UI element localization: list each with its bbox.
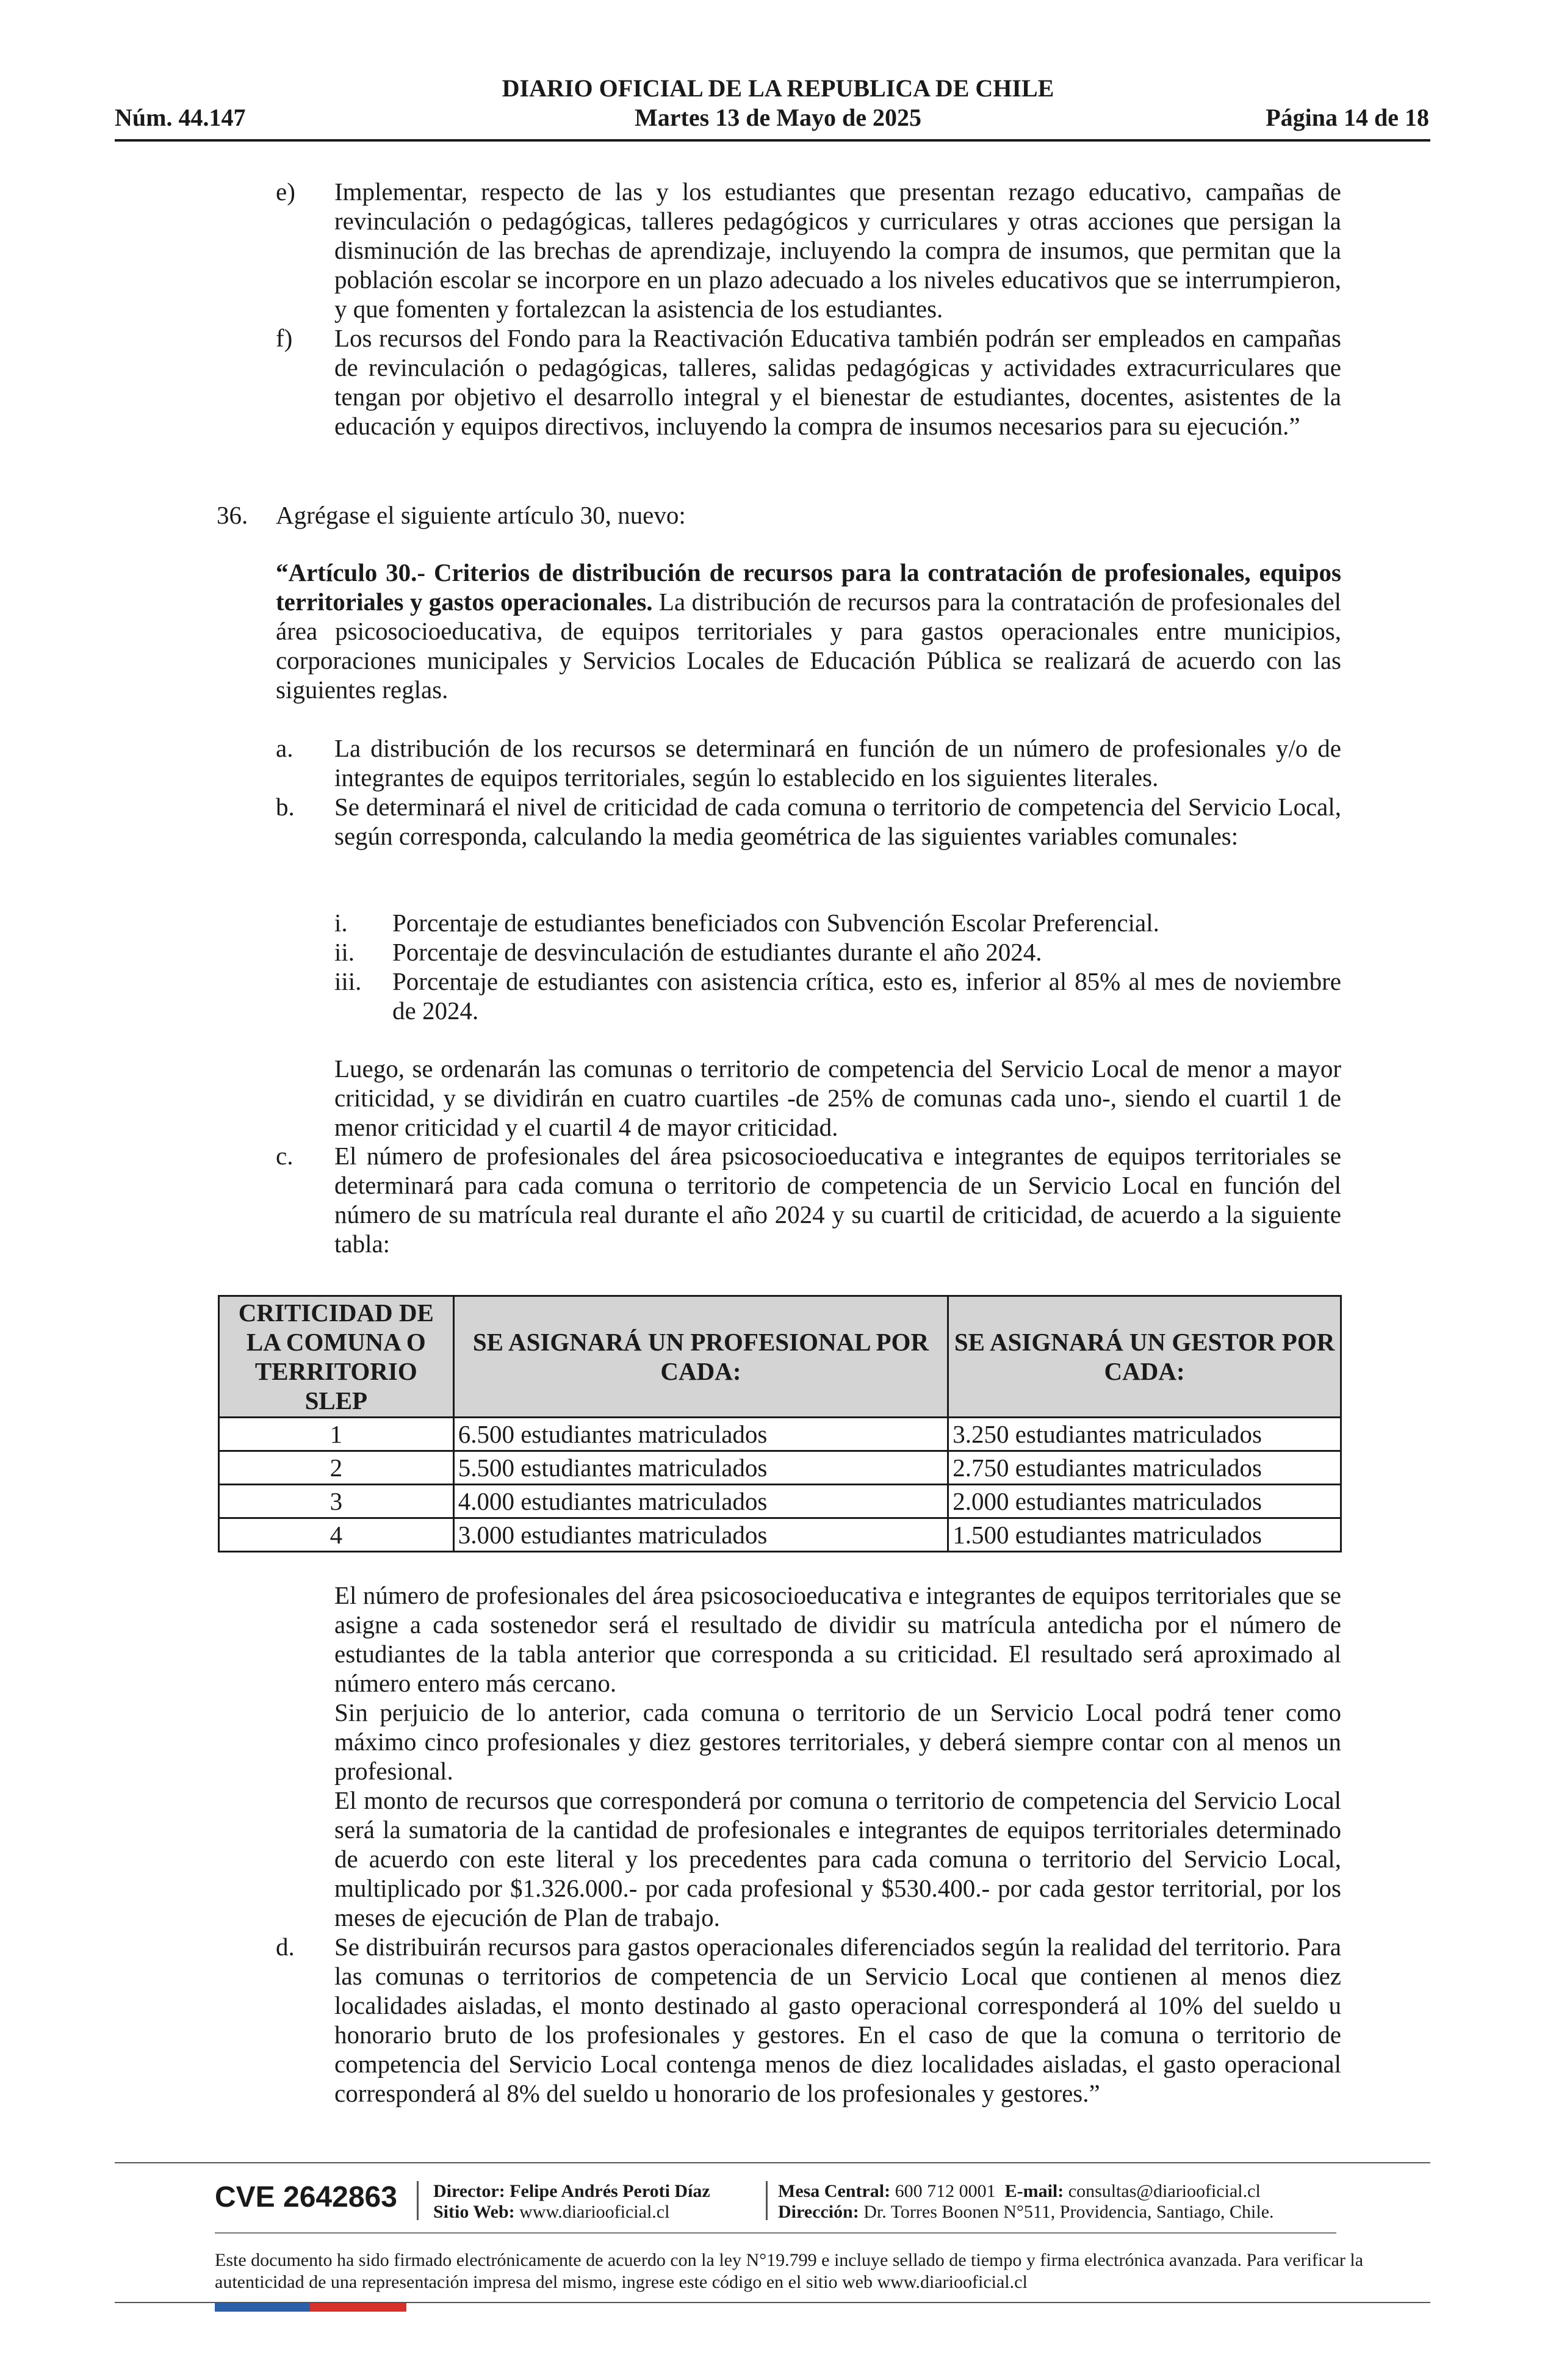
address-value: Dr. Torres Boonen N°511, Providencia, Santiago, Chile. — [863, 2202, 1274, 2222]
footer-separator — [417, 2181, 419, 2220]
item-e-text: Implementar, respecto de las y los estudiantes que presentan rezago educativo, campañas de revinculación o pedagógicas, talleres pedagógicos y curriculares y otras acciones que persigan la disminución de las brechas de aprendizaje, incluyendo la compra de insumos, que permitan que la población escolar se incorpore en un plazo adecuado a los niveles educativos que se interrumpieron, y que fomenten y fortalezcan la asistencia de los estudiantes. — [334, 178, 1341, 323]
issue-date: Martes 13 de Mayo de 2025 — [635, 104, 921, 131]
rule-a-label: a. — [276, 734, 294, 762]
table-cell-professional: 6.500 estudiantes matriculados — [453, 1418, 948, 1451]
table-cell-criticality: 2 — [219, 1451, 454, 1485]
mesa-phone: 600 712 0001 — [895, 2181, 996, 2201]
sub-item-label: i. — [334, 909, 348, 937]
rule-b-text: Se determinará el nivel de criticidad de cada comuna o territorio de competencia del Servicio Local, según corresponda, calculando la media geométrica de las siguientes variables comunales: — [334, 793, 1341, 850]
email-link[interactable]: consultas@diariooficial.cl — [1068, 2181, 1261, 2201]
table-row — [219, 1451, 1341, 1485]
section-36-number: 36. — [217, 501, 248, 529]
table-cell-manager: 1.500 estudiantes matriculados — [948, 1518, 1341, 1552]
criticality-table — [218, 1295, 1342, 1552]
rule-b-followup: Luego, se ordenarán las comunas o territorio de competencia del Servicio Local de menor a mayor criticidad, y se dividirán en cuatro cuartiles -de 25% de comunas cada uno-, siendo el cuartil 1 de menor criticidad y el cuartil 4 de mayor criticidad. — [334, 1055, 1341, 1141]
footer-divider-mid — [215, 2232, 1336, 2234]
director-info — [433, 2181, 710, 2223]
table-header-manager: SE ASIGNARÁ UN GESTOR POR CADA: — [948, 1296, 1341, 1418]
table-header-criticality: CRITICIDAD DE LA COMUNA O TERRITORIO SLEP — [219, 1296, 454, 1418]
rule-d-label: d. — [276, 1933, 295, 1961]
newspaper-title: DIARIO OFICIAL DE LA REPUBLICA DE CHILE — [502, 74, 1054, 102]
rule-c-followup-3: El monto de recursos que corresponderá por comuna o territorio de competencia del Servicio Local será la sumatoria de la cantidad de profesionales e integrantes de equipos territoriales determinado de acuerdo con este literal y los precedentes para cada comuna o territorio del Servicio Local, multiplicado por $1.326.000.- por cada profesional y $530.400.- por cada gestor territorial, por los meses de ejecución de Plan de trabajo. — [334, 1786, 1341, 1931]
mesa-label: Mesa Central: — [778, 2181, 891, 2201]
table-row — [219, 1485, 1341, 1518]
table-cell-criticality: 1 — [219, 1418, 454, 1451]
director-name: Director: Felipe Andrés Peroti Díaz — [433, 2181, 710, 2201]
item-f-label: f) — [276, 324, 293, 352]
rule-c-label: c. — [276, 1142, 294, 1170]
article-30-paragraph — [276, 558, 1341, 704]
sub-item-text: Porcentaje de estudiantes beneficiados con Subvención Escolar Preferencial. — [392, 909, 1159, 937]
site-link[interactable]: www.diariooficial.cl — [519, 2202, 670, 2222]
section-36-text: Agrégase el siguiente artículo 30, nuevo: — [276, 501, 686, 529]
rule-a-text: La distribución de los recursos se determinará en función de un número de profesionales y/o de integrantes de equipos territoriales, según lo establecido en los siguientes literales. — [334, 734, 1341, 792]
article-30-intro: La distribución de recursos para la contratación de profesionales del área psicosocioeducativa, de equipos territoriales y para gastos operacionales entre municipios, corporaciones municipales y Servicios Locales de Educación Pública se realizará de acuerdo con las siguientes reglas. — [276, 588, 1342, 704]
table-row — [219, 1518, 1341, 1552]
address-label: Dirección: — [778, 2202, 859, 2222]
article-30-heading: “Artículo 30.- Criterios de distribución de recursos para la contratación de profesionales, equipos territoriales y gastos operacionales. — [276, 558, 1341, 616]
site-label: Sitio Web: — [433, 2202, 515, 2222]
rule-b-label: b. — [276, 793, 295, 821]
table-header-professional: SE ASIGNARÁ UN PROFESIONAL POR CADA: — [453, 1296, 948, 1418]
header-divider — [115, 139, 1430, 142]
footer-divider-top — [115, 2162, 1430, 2163]
item-f-text: Los recursos del Fondo para la Reactivación Educativa también podrán ser empleados en campañas de revinculación o pedagógicas, talleres, salidas pedagógicas y actividades extracurriculares que tengan por objetivo el desarrollo integral y el bienestar de estudiantes, docentes, asistentes de la educación y equipos directivos, incluyendo la compra de insumos necesarios para su ejecución.” — [334, 324, 1341, 440]
rule-c-text: El número de profesionales del área psicosocioeducativa e integrantes de equipos territoriales se determinará para cada comuna o territorio de competencia de un Servicio Local en función del número de su matrícula real durante el año 2024 y su cuartil de criticidad, de acuerdo a la siguiente tabla: — [334, 1142, 1341, 1258]
flag-stripe-blue — [215, 2303, 310, 2312]
table-cell-professional: 4.000 estudiantes matriculados — [453, 1485, 948, 1518]
table-cell-professional: 5.500 estudiantes matriculados — [453, 1451, 948, 1485]
table-row — [219, 1418, 1341, 1451]
table-cell-criticality: 4 — [219, 1518, 454, 1552]
footer-separator — [766, 2181, 768, 2220]
email-label: E-mail: — [1004, 2181, 1064, 2201]
table-cell-professional: 3.000 estudiantes matriculados — [453, 1518, 948, 1552]
item-e-label: e) — [276, 178, 295, 206]
table-cell-criticality: 3 — [219, 1485, 454, 1518]
sub-item-text: Porcentaje de estudiantes con asistencia crítica, esto es, inferior al 85% al mes de noviembre de 2024. — [392, 967, 1341, 1025]
rule-d-text: Se distribuirán recursos para gastos operacionales diferenciados según la realidad del territorio. Para las comunas o territorios de competencia de un Servicio Local que contienen al menos diez localidades aisladas, el monto destinado al gasto operacional corresponderá al 10% del sueldo u honorario bruto de los profesionales y gestores. En el caso de que la comuna o territorio de competencia del Servicio Local contenga menos de diez localidades aisladas, el gasto operacional corresponderá al 8% del sueldo u honorario de los profesionales y gestores.” — [334, 1933, 1341, 2107]
contact-info — [778, 2181, 1274, 2223]
table-header-row — [219, 1296, 1341, 1418]
rule-c-followup-1: El número de profesionales del área psicosocioeducativa e integrantes de equipos territoriales que se asigne a cada sostenedor será el resultado de dividir su matrícula antedicha por el número de estudiantes de la tabla anterior que corresponda a su criticidad. El resultado será aproximado al número entero más cercano. — [334, 1581, 1341, 1697]
cve-code: CVE 2642863 — [215, 2181, 397, 2213]
table-cell-manager: 2.000 estudiantes matriculados — [948, 1485, 1341, 1518]
sub-item-label: ii. — [334, 938, 355, 966]
legal-notice: Este documento ha sido firmado electrónicamente de acuerdo con la ley N°19.799 e incluye sellado de tiempo y firma electrónica avanzada. Para verificar la autenticidad de una representación impresa del mismo, ingrese este código en el sitio web www.diariooficial.cl — [215, 2250, 1364, 2292]
table-cell-manager: 3.250 estudiantes matriculados — [948, 1418, 1341, 1451]
flag-stripe-red — [310, 2303, 406, 2312]
table-cell-manager: 2.750 estudiantes matriculados — [948, 1451, 1341, 1485]
issue-number: Núm. 44.147 — [115, 104, 246, 131]
sub-item-text: Porcentaje de desvinculación de estudiantes durante el año 2024. — [392, 938, 1042, 966]
rule-c-followup-2: Sin perjuicio de lo anterior, cada comuna o territorio de un Servicio Local podrá tener como máximo cinco profesionales y diez gestores territoriales, y deberá siempre contar con al menos un profesional. — [334, 1698, 1341, 1785]
page-indicator: Página 14 de 18 — [1266, 104, 1429, 131]
sub-item-label: iii. — [334, 967, 362, 995]
